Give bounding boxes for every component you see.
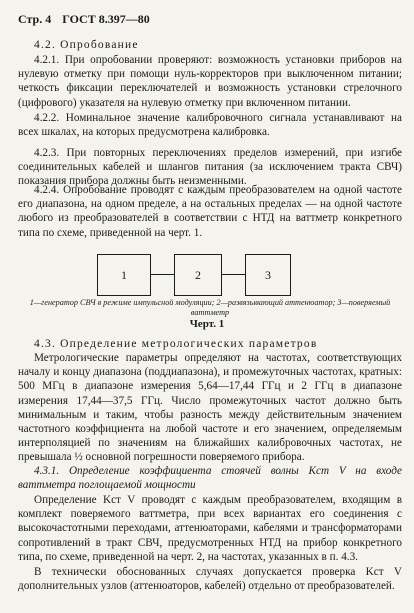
- section-4-2-heading: 4.2. Опробование: [34, 39, 139, 51]
- diagram-caption: 1—генератор СВЧ в режиме импульсной модуляции; 2—развязывающий аттенюатор; 3—поверяемый ваттметр: [29, 298, 391, 317]
- paragraph-4-2-2: 4.2.2. Номинальное значение калибровочного сигнала устанавливают на всех шкалах, на которых предусмотрена калибровка.: [18, 112, 402, 139]
- paragraph-4-3-1-note: В технически обоснованных случаях допускается проверка Kст V дополнительных узлов (аттенюаторов, кабелей) отдельно от преобразователей.: [18, 566, 402, 593]
- paragraph-4-2-3: 4.2.3. При повторных переключениях пределов измерений, при изгибе соединительных кабелей и шлангов питания (за исключением тракта СВЧ) показания прибора должны быть неизменными.: [18, 147, 402, 188]
- paragraph-4-2-1: 4.2.1. При опробовании проверяют: возможность установки приборов на нулевую отметку при помощи нуль-корректоров при выключенном питании; четкость фиксации переключателей и возможность установки стрелочного (цифрового) указателя на нулевую отметку при включенном питании.: [18, 54, 402, 109]
- section-4-3-heading: 4.3. Определение метрологических параметров: [34, 338, 318, 350]
- paragraph-4-3: Метрологические параметры определяют на частотах, соответствующих началу и концу диапазона (поддиапазона), и промежуточных частотах, кратных: 500 МГц в диапазоне измерения 5,64—17,44 ГГц и 2 ГГц в диапазоне измерения 17,44—37,5 ГГц. Число промежуточных частот должно быть минимальным и таким, чтобы разность между действительным значением частотного коэффициента на любой частоте и его значением, определяемым интерполяцией по значениям на ближайших калибровочных частотах, не превышала ½ основной погрешности поверяемого прибора.: [18, 352, 402, 464]
- schematic-diagram: [0, 254, 414, 298]
- diagram-label: Черт. 1: [189, 318, 225, 330]
- diagram-box-wattmeter: 3: [245, 254, 291, 296]
- standard-code: ГОСТ 8.397—80: [62, 12, 150, 26]
- diagram-box-attenuator: 2: [174, 254, 222, 296]
- diagram-connector: [221, 274, 245, 275]
- diagram-box-generator: 1: [97, 254, 151, 296]
- paragraph-4-3-1-title: 4.3.1. Определение коэффициента стоячей волны Kст V на входе ваттметра поглощаемой мощности: [18, 465, 402, 492]
- page-header: [18, 12, 158, 27]
- paragraph-4-2-4: 4.2.4. Опробование проводят с каждым преобразователем на одной частоте его диапазона, на одном пределе, а на остальных пределах — на одной частоте любого из преобразователей в соответствии с НТД на ваттметр конкретного типа по схеме, приведенной на черт. 1.: [18, 184, 402, 239]
- page-number: Стр. 4: [18, 12, 52, 26]
- paragraph-4-3-1: Определение Kст V проводят с каждым преобразователем, входящим в комплект поверяемого ваттметра, при всех вариантах его соединения с высокочастотными переходами, аттенюаторами, кабелями и трансформаторами сопротивлений в тракт СВЧ, предусмотренных НТД на прибор конкретного типа, по схеме, приведенной на черт. 2, на частотах, указанных в п. 4.3.: [18, 494, 402, 563]
- diagram-connector: [150, 274, 174, 275]
